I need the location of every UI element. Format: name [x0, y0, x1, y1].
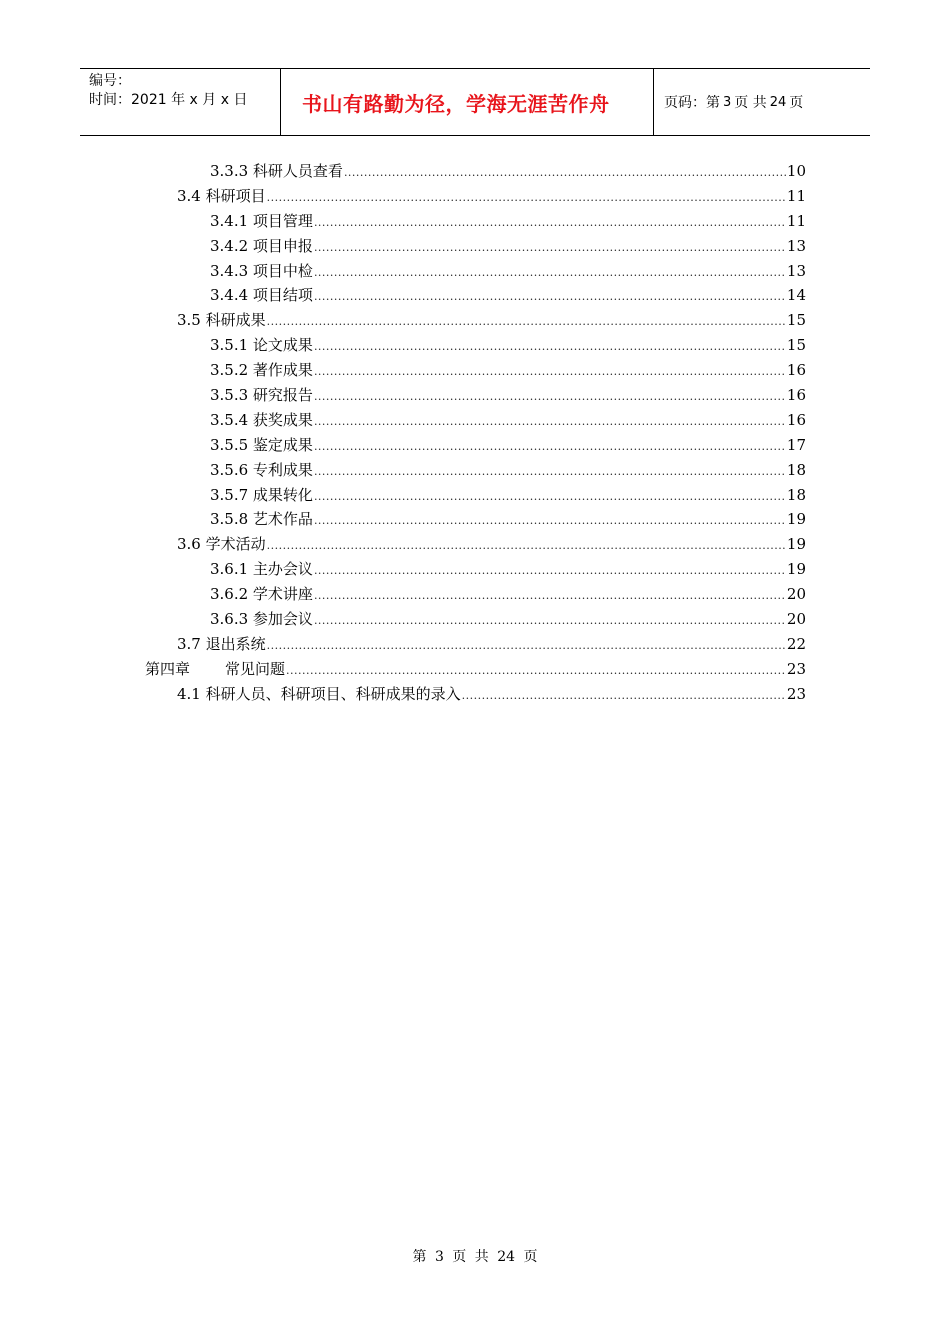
toc-leader [314, 584, 786, 608]
toc-chapter-label [145, 657, 285, 681]
toc-entry-label: 3.5 科研成果 [177, 311, 266, 330]
toc-entry[interactable] [145, 358, 806, 383]
toc-entry[interactable] [145, 483, 806, 508]
doc-time-label: 时间：2021 年 x 月 x 日 [89, 92, 248, 108]
toc-entry-page: 17 [786, 435, 806, 454]
toc-entry-page: 23 [786, 659, 806, 678]
toc-entry[interactable] [145, 557, 806, 582]
toc-leader [267, 310, 786, 334]
toc-entry-label: 3.5.7 成果转化 [210, 485, 313, 504]
toc-entry-label: 3.4.2 项目申报 [210, 236, 313, 255]
toc-entry[interactable] [145, 234, 806, 259]
toc-leader [314, 485, 786, 509]
toc-leader [344, 161, 786, 185]
page-footer: 第 3 页 共 24 页 [412, 1249, 538, 1265]
toc-leader [314, 410, 786, 434]
toc-entry[interactable] [145, 632, 806, 657]
toc-entry-label: 3.4.3 项目中检 [210, 261, 313, 280]
toc-entry[interactable] [145, 209, 806, 234]
toc-entry[interactable] [145, 458, 806, 483]
toc-entry-label: 3.6.3 参加会议 [210, 610, 313, 629]
toc-leader [314, 335, 786, 359]
toc-leader [314, 211, 786, 235]
toc-entry-label: 3.6.1 主办会议 [210, 560, 313, 579]
toc-entry[interactable] [145, 607, 806, 632]
toc-leader [462, 684, 786, 708]
toc-entry-page: 19 [786, 535, 806, 554]
toc-entry-page: 13 [786, 261, 806, 280]
toc-leader [314, 435, 786, 459]
page-prefix: 页码：第 [664, 95, 720, 111]
toc-entry-label: 3.5.4 获奖成果 [210, 410, 313, 429]
header-motto-cell [281, 69, 654, 135]
toc-entry-label: 3.5.2 著作成果 [210, 361, 313, 380]
toc-leader [267, 534, 786, 558]
toc-entry-page: 15 [786, 311, 806, 330]
toc-entry-page: 23 [786, 684, 806, 703]
toc-entry-page: 16 [786, 410, 806, 429]
toc-entry-page: 20 [786, 610, 806, 629]
toc-leader [314, 559, 786, 583]
toc-entry-label: 3.6.2 学术讲座 [210, 585, 313, 604]
toc-leader [314, 261, 786, 285]
toc-leader [267, 186, 786, 210]
toc-leader [286, 659, 786, 683]
toc-leader [314, 360, 786, 384]
toc-entry[interactable] [145, 408, 806, 433]
toc-entry[interactable] [145, 333, 806, 358]
toc-entry[interactable] [145, 283, 806, 308]
toc-leader [267, 634, 786, 658]
toc-entry-page: 15 [786, 336, 806, 355]
toc-entry-page: 18 [786, 485, 806, 504]
doc-code-label: 编号： [89, 73, 131, 89]
toc-entry-label: 3.6 学术活动 [177, 535, 266, 554]
page-header [80, 68, 870, 136]
toc-entry[interactable] [145, 433, 806, 458]
toc-entry-label: 3.5.1 论文成果 [210, 336, 313, 355]
toc-leader [314, 236, 786, 260]
toc-entry[interactable] [145, 582, 806, 607]
page-suffix: 页 [789, 95, 804, 111]
toc-entry-label: 3.4 科研项目 [177, 186, 266, 205]
toc-entry-page: 22 [786, 634, 806, 653]
toc-entry-label: 3.5.3 研究报告 [210, 386, 313, 405]
toc-entry[interactable] [145, 259, 806, 284]
toc-leader [314, 509, 786, 533]
header-page-info [654, 69, 870, 135]
toc-entry[interactable] [145, 507, 806, 532]
toc-chapter-number: 第四章 [145, 659, 191, 678]
toc-entry-page: 11 [786, 186, 806, 205]
toc-entry-page: 19 [786, 510, 806, 529]
toc-chapter-entry[interactable] [145, 657, 806, 682]
toc-chapter-title: 常见问题 [225, 659, 286, 678]
toc-entry-label: 3.7 退出系统 [177, 634, 266, 653]
toc-entry-page: 14 [786, 286, 806, 305]
toc-entry-page: 19 [786, 560, 806, 579]
toc-entry[interactable] [145, 383, 806, 408]
header-meta [80, 69, 281, 135]
toc-entry-label: 3.4.4 项目结项 [210, 286, 313, 305]
toc-entry-label: 3.5.5 鉴定成果 [210, 435, 313, 454]
toc-entry-page: 20 [786, 585, 806, 604]
toc-entry-page: 13 [786, 236, 806, 255]
toc-entry-page: 18 [786, 460, 806, 479]
toc-entry-label: 3.5.8 艺术作品 [210, 510, 313, 529]
toc-entry-label: 3.4.1 项目管理 [210, 211, 313, 230]
toc-entry-label: 3.5.6 专利成果 [210, 460, 313, 479]
header-motto: 书山有路勤为径，学海无涯苦作舟 [302, 91, 610, 116]
toc-leader [314, 609, 786, 633]
toc-entry-label: 3.3.3 科研人员查看 [210, 162, 343, 180]
toc-entry-page: 10 [786, 162, 806, 180]
toc-entry[interactable] [145, 532, 806, 557]
table-of-contents [145, 159, 806, 707]
page-total: 24 [769, 94, 787, 110]
toc-entry[interactable] [145, 184, 806, 209]
page-current: 3 [723, 94, 732, 110]
toc-entry-label: 4.1 科研人员、科研项目、科研成果的录入 [177, 684, 461, 703]
toc-leader [314, 385, 786, 409]
toc-entry-page: 16 [786, 361, 806, 380]
toc-entry[interactable] [145, 682, 806, 707]
toc-leader [314, 285, 786, 309]
toc-entry-page: 16 [786, 386, 806, 405]
toc-entry[interactable] [145, 308, 806, 333]
toc-entry-page: 11 [786, 211, 806, 230]
page-mid: 页 共 [734, 95, 767, 111]
toc-leader [314, 460, 786, 484]
toc-entry[interactable] [145, 159, 806, 184]
